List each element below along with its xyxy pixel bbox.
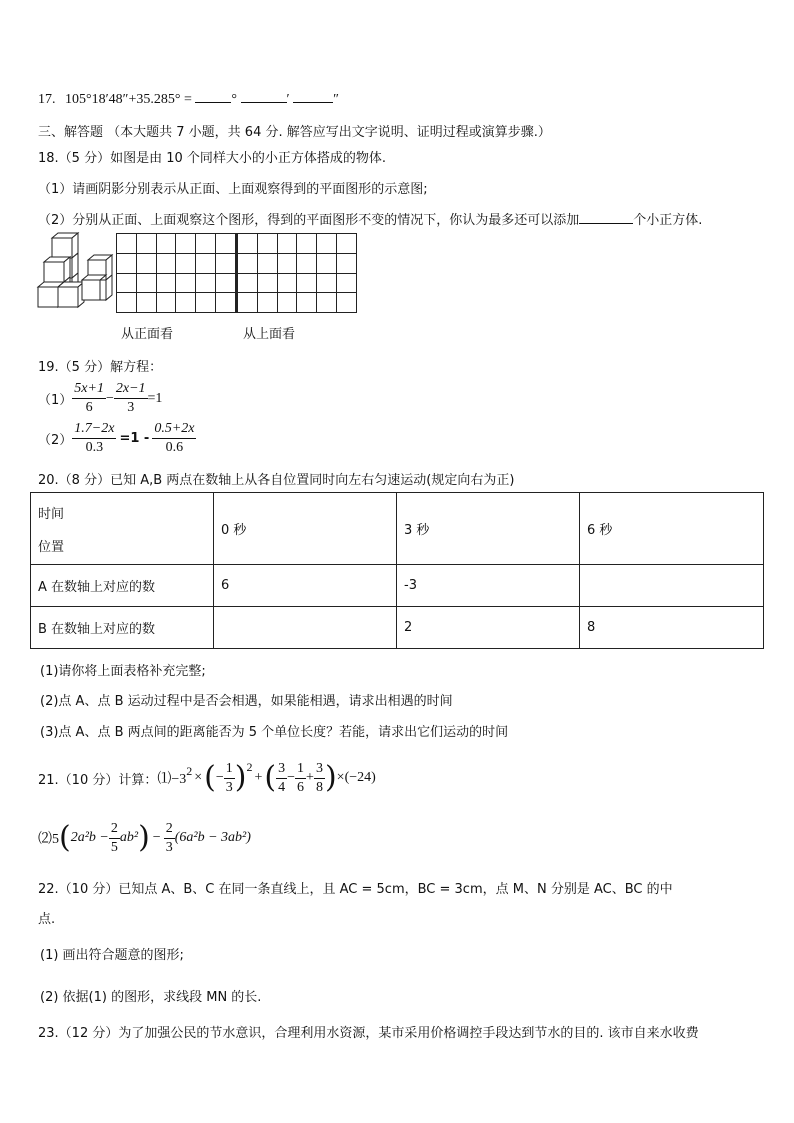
- exponent: 2: [246, 760, 253, 774]
- cube: [52, 233, 78, 258]
- q18-part2-tail: 个小正方体.: [633, 213, 703, 228]
- right-paren: ): [324, 760, 337, 795]
- q17-expression: 105°18′48″+35.285° =: [65, 92, 192, 107]
- minus-sign: −: [152, 830, 161, 845]
- top-view-grid[interactable]: [236, 233, 357, 313]
- minus-sign: −: [287, 770, 296, 785]
- table-header-cell: 0 秒: [214, 493, 397, 565]
- front-view-grid[interactable]: [116, 233, 236, 313]
- plus-sign: +: [254, 770, 263, 785]
- table-cell: 8: [580, 607, 764, 649]
- fraction: $\frac{1}{3}$: [225, 760, 233, 795]
- q21-heading: 21.（10 分）计算：: [38, 772, 158, 788]
- left-paren: (: [264, 760, 277, 795]
- q17-blank-seconds[interactable]: [293, 90, 333, 103]
- table-cell: 6: [214, 565, 397, 607]
- table-header-cell: 6 秒: [580, 493, 764, 565]
- left-paren: (: [204, 760, 216, 795]
- q22-heading: 22.（10 分）已知点 A、B、C 在同一条直线上，且 AC = 5cm，BC = 3cm，点 M、N 分别是 AC、BC 的中: [38, 882, 673, 897]
- q19-part1-label: （1）: [38, 393, 73, 408]
- left-paren: (: [59, 820, 71, 855]
- equals-one-minus: =1 -: [119, 431, 150, 446]
- q23-heading: 23.（12 分）为了加强公民的节水意识，合理利用水资源，某市采用价格调控手段达到节水的目的. 该市自来水收费: [38, 1026, 699, 1041]
- term: (6a²b − 3ab²): [174, 830, 251, 845]
- cube: [44, 257, 70, 282]
- term: ×(−24): [336, 770, 376, 785]
- fraction: $\frac{0.5+2x}{0.6}$: [154, 421, 195, 455]
- q21-expression-1: [38, 758, 376, 798]
- top-view-label: 从上面看: [243, 327, 296, 342]
- right-paren: ): [234, 760, 247, 795]
- table-row: [31, 607, 764, 649]
- table-header-cell: 3 秒: [397, 493, 580, 565]
- minute-symbol: ′: [286, 92, 290, 107]
- fraction: $\frac{3}{4}$: [278, 760, 286, 795]
- table-cell-empty[interactable]: [580, 565, 764, 607]
- header-time: 时间: [38, 506, 65, 522]
- q17-line: [38, 90, 339, 108]
- q17-blank-degrees[interactable]: [195, 90, 231, 103]
- q22-part2: (2) 依据(1) 的图形，求线段 MN 的长.: [40, 990, 262, 1005]
- section-3-heading: 三、解答题 （本大题共 7 小题，共 64 分. 解答应写出文字说明、证明过程或演算步骤.）: [38, 125, 551, 140]
- q18-part1: （1）请画阴影分别表示从正面、上面观察得到的平面图形的示意图;: [38, 182, 428, 197]
- q18-heading: 18.（5 分）如图是由 10 个同样大小的小正方体搭成的物体.: [38, 151, 387, 166]
- cube: [58, 282, 84, 307]
- q22-part1: (1) 画出符合题意的图形;: [40, 948, 184, 963]
- times-sign: ×: [194, 770, 203, 785]
- plus-sign: +: [306, 770, 314, 785]
- q21-expression-2: [38, 818, 251, 858]
- term: ⑴−3: [157, 772, 187, 787]
- table-row: [31, 565, 764, 607]
- q18-part2: [38, 209, 702, 228]
- q20-part1: (1)请你将上面表格补充完整;: [40, 664, 206, 679]
- table-cell-empty[interactable]: [214, 607, 397, 649]
- table-corner-header: [31, 493, 214, 565]
- row-label: A 在数轴上对应的数: [31, 565, 214, 607]
- minus-sign: −: [215, 770, 224, 785]
- term: 2a²b −: [70, 830, 109, 845]
- front-view-label: 从正面看: [121, 327, 174, 342]
- q19-equation-1: [38, 380, 162, 417]
- q19-heading: 19.（5 分）解方程：: [38, 360, 163, 375]
- fraction: $\frac{2x-1}{3}$: [115, 381, 146, 415]
- row-label: B 在数轴上对应的数: [31, 607, 214, 649]
- table-cell: -3: [397, 565, 580, 607]
- q22-heading-cont: 点.: [38, 912, 56, 927]
- q19-equation-2: [38, 420, 196, 457]
- rhs: =1: [147, 390, 163, 406]
- exponent: 2: [186, 764, 193, 778]
- fraction: $\frac{3}{8}$: [315, 760, 323, 795]
- right-paren: ): [138, 820, 150, 855]
- table-cell: 2: [397, 607, 580, 649]
- cube-stack-figure: [36, 232, 114, 314]
- fraction: $\frac{2}{3}$: [165, 820, 173, 855]
- q17-blank-minutes[interactable]: [241, 90, 287, 103]
- q20-heading: 20.（8 分）已知 A,B 两点在数轴上从各自位置同时向左右匀速运动(规定向右为正): [38, 473, 515, 488]
- q17-number: 17.: [38, 92, 56, 107]
- header-position: 位置: [38, 539, 65, 555]
- fraction: $\frac{2}{5}$: [110, 820, 118, 855]
- q20-part3: (3)点 A、点 B 两点间的距离能否为 5 个单位长度？若能，请求出它们运动的时间: [40, 725, 509, 740]
- term: ⑵5: [38, 832, 59, 847]
- minus-sign: −: [105, 390, 114, 406]
- q19-part2-label: （2）: [38, 433, 73, 448]
- term: ab²: [119, 830, 139, 845]
- q20-part2: (2)点 A、点 B 运动过程中是否会相遇，如果能相遇，请求出相遇的时间: [40, 694, 453, 709]
- q18-part2-text: （2）分别从正面、上面观察这个图形，得到的平面图形不变的情况下，你认为最多还可以添加: [38, 213, 580, 228]
- motion-table: [30, 492, 764, 649]
- fraction: $\frac{5x+1}{6}$: [74, 381, 104, 415]
- degree-symbol: °: [231, 92, 237, 107]
- q18-answer-blank[interactable]: [579, 211, 633, 224]
- fraction: $\frac{1}{6}$: [297, 760, 305, 795]
- second-symbol: ″: [333, 92, 339, 107]
- fraction: $\frac{1.7-2x}{0.3}$: [74, 421, 115, 455]
